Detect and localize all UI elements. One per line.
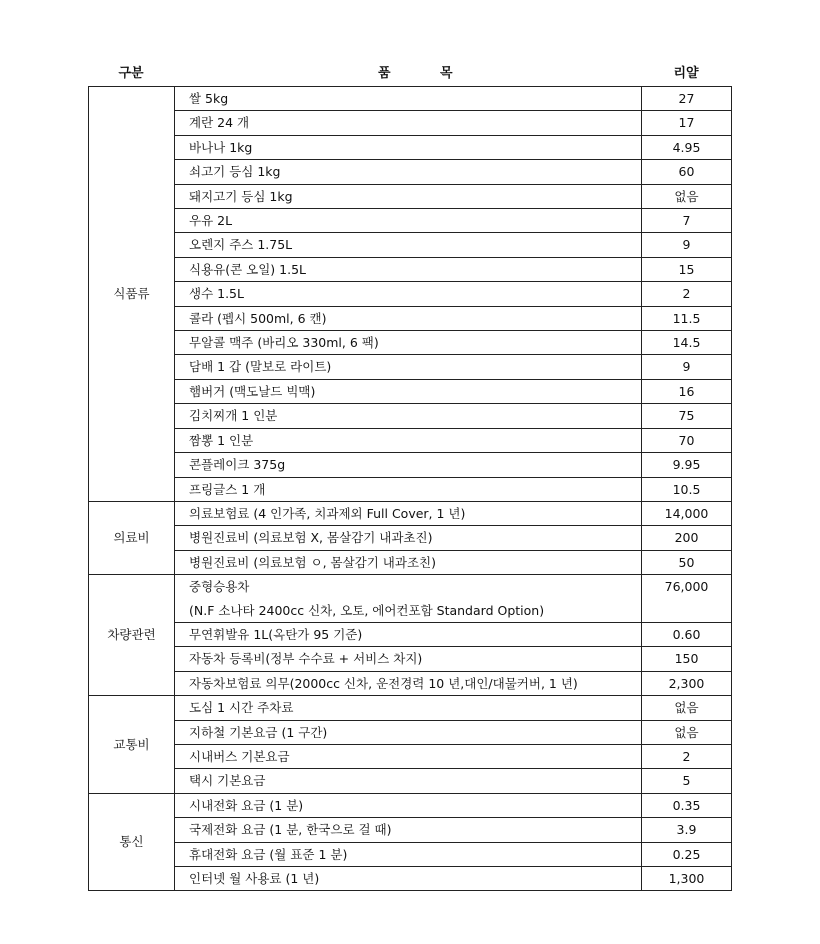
item-cell: 시내버스 기본요금	[175, 744, 642, 768]
item-cell: 택시 기본요금	[175, 769, 642, 793]
price-cell: 0.35	[642, 793, 732, 817]
price-cell: 1,300	[642, 867, 732, 891]
price-cell: 14,000	[642, 501, 732, 525]
price-cell: 60	[642, 160, 732, 184]
item-cell: 국제전화 요금 (1 분, 한국으로 걸 때)	[175, 818, 642, 842]
category-telecom: 통신	[89, 793, 175, 891]
category-medical: 의료비	[89, 501, 175, 574]
item-cell: 쌀 5kg	[175, 87, 642, 111]
header-price: 리얄	[673, 66, 699, 81]
price-cell: 7	[642, 209, 732, 233]
item-cell: 의료보험료 (4 인가족, 치과제외 Full Cover, 1 년)	[175, 501, 642, 525]
table-row	[89, 769, 732, 793]
item-cell: 바나나 1kg	[175, 135, 642, 159]
price-cell: 없음	[642, 696, 732, 720]
header-item-part1: 품	[378, 66, 391, 81]
table-row	[89, 453, 732, 477]
price-cell: 50	[642, 550, 732, 574]
item-cell: 휴대전화 요금 (월 표준 1 분)	[175, 842, 642, 866]
table-row	[89, 306, 732, 330]
table-row	[89, 867, 732, 891]
item-cell: 인터넷 월 사용료 (1 년)	[175, 867, 642, 891]
item-cell: 시내전화 요금 (1 분)	[175, 793, 642, 817]
header-category: 구분	[118, 66, 144, 81]
table-row	[89, 428, 732, 452]
table-row	[89, 647, 732, 671]
item-cell: 식용유(콘 오일) 1.5L	[175, 257, 642, 281]
table-row	[89, 696, 732, 720]
price-cell: 15	[642, 257, 732, 281]
price-cell: 0.60	[642, 622, 732, 646]
category-food: 식품류	[89, 87, 175, 502]
category-transport: 교통비	[89, 696, 175, 794]
table-row	[89, 550, 732, 574]
price-cell: 5	[642, 769, 732, 793]
price-cell: 27	[642, 87, 732, 111]
price-cell: 없음	[642, 184, 732, 208]
price-cell: 2,300	[642, 671, 732, 695]
table-row	[89, 404, 732, 428]
item-cell: 계란 24 개	[175, 111, 642, 135]
table-row	[89, 87, 732, 111]
item-cell: 콘플레이크 375g	[175, 453, 642, 477]
header-item-part2: 목	[440, 66, 453, 81]
table-row	[89, 331, 732, 355]
table-row	[89, 477, 732, 501]
table-row	[89, 622, 732, 646]
table-row	[89, 233, 732, 257]
table-row	[89, 744, 732, 768]
price-cell: 2	[642, 744, 732, 768]
table-row	[89, 526, 732, 550]
table-row	[89, 209, 732, 233]
price-cell: 0.25	[642, 842, 732, 866]
price-cell: 없음	[642, 720, 732, 744]
table-row	[89, 575, 732, 599]
table-row	[89, 355, 732, 379]
item-cell: 오렌지 주스 1.75L	[175, 233, 642, 257]
price-cell: 75	[642, 404, 732, 428]
item-cell: 지하철 기본요금 (1 구간)	[175, 720, 642, 744]
price-cell: 9	[642, 355, 732, 379]
item-cell: 담배 1 갑 (말보로 라이트)	[175, 355, 642, 379]
item-cell: 무연휘발유 1L(옥탄가 95 기준)	[175, 622, 642, 646]
price-cell: 200	[642, 526, 732, 550]
item-cell: 프링글스 1 개	[175, 477, 642, 501]
price-cell: 4.95	[642, 135, 732, 159]
item-cell-continued: (N.F 소나타 2400cc 신차, 오토, 에어컨포함 Standard Option)	[175, 599, 642, 623]
price-cell: 16	[642, 379, 732, 403]
table-row	[89, 501, 732, 525]
price-cell: 150	[642, 647, 732, 671]
price-cell: 14.5	[642, 331, 732, 355]
price-cell: 70	[642, 428, 732, 452]
table-row	[89, 257, 732, 281]
item-cell: 콜라 (펩시 500ml, 6 캔)	[175, 306, 642, 330]
price-cell: 9	[642, 233, 732, 257]
category-vehicle: 차량관련	[89, 575, 175, 696]
item-cell: 햄버거 (맥도날드 빅맥)	[175, 379, 642, 403]
item-cell: 생수 1.5L	[175, 282, 642, 306]
price-cell: 3.9	[642, 818, 732, 842]
item-cell: 병원진료비 (의료보험 X, 몸살감기 내과초진)	[175, 526, 642, 550]
table-row	[89, 671, 732, 695]
item-cell: 짬뽕 1 인분	[175, 428, 642, 452]
price-cell: 9.95	[642, 453, 732, 477]
price-table	[88, 86, 732, 891]
table-row	[89, 111, 732, 135]
price-cell: 76,000	[642, 575, 732, 623]
item-cell: 자동차 등록비(정부 수수료 + 서비스 차지)	[175, 647, 642, 671]
price-cell: 17	[642, 111, 732, 135]
table-row	[89, 842, 732, 866]
table-row	[89, 599, 732, 623]
table-header	[88, 56, 731, 86]
item-cell: 무알콜 맥주 (바리오 330ml, 6 팩)	[175, 331, 642, 355]
item-cell: 돼지고기 등심 1kg	[175, 184, 642, 208]
table-row	[89, 818, 732, 842]
table-row	[89, 793, 732, 817]
table-row	[89, 184, 732, 208]
item-cell: 도심 1 시간 주차료	[175, 696, 642, 720]
table-row	[89, 379, 732, 403]
item-cell: 쇠고기 등심 1kg	[175, 160, 642, 184]
table-row	[89, 160, 732, 184]
item-cell: 김치찌개 1 인분	[175, 404, 642, 428]
price-cell: 2	[642, 282, 732, 306]
item-cell: 우유 2L	[175, 209, 642, 233]
price-cell: 10.5	[642, 477, 732, 501]
item-cell: 병원진료비 (의료보험 ㅇ, 몸살감기 내과조친)	[175, 550, 642, 574]
item-cell: 자동차보험료 의무(2000cc 신차, 운전경력 10 년,대인/대물커버, 1 년)	[175, 671, 642, 695]
price-cell: 11.5	[642, 306, 732, 330]
item-cell: 중형승용차	[175, 575, 642, 599]
table-row	[89, 720, 732, 744]
table-row	[89, 282, 732, 306]
table-row	[89, 135, 732, 159]
